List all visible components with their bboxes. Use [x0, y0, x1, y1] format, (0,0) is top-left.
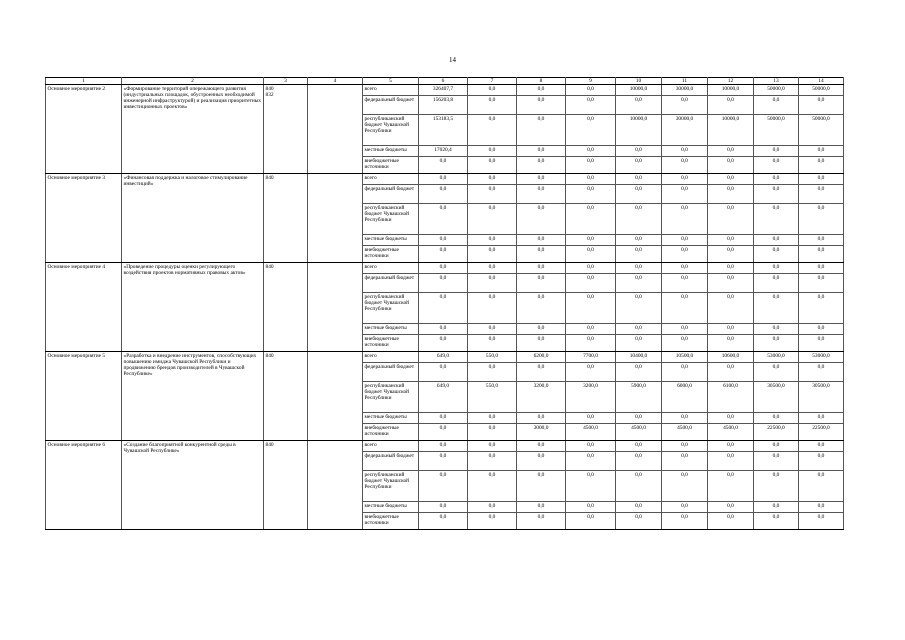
amount-cell: 0,0	[566, 263, 616, 274]
amount-cell: 0,0	[754, 157, 799, 174]
amount-cell: 0,0	[662, 441, 708, 452]
amount-cell: 0,0	[799, 324, 844, 335]
funding-source: федеральный бюджет	[363, 274, 419, 293]
amount-cell: 0,0	[662, 363, 708, 382]
amount-cell: 0,0	[517, 146, 566, 157]
amount-cell: 0,0	[799, 204, 844, 235]
amount-cell: 0,0	[616, 146, 662, 157]
empty-cell	[308, 174, 363, 263]
amount-cell: 0,0	[799, 263, 844, 274]
column-number: 4	[308, 78, 363, 85]
amount-cell: 0,0	[566, 115, 616, 146]
amount-cell: 0,0	[708, 263, 754, 274]
measure-title: Основное мероприятие 2	[46, 85, 122, 174]
amount-cell: 0,0	[419, 413, 468, 424]
amount-cell: 0,0	[419, 263, 468, 274]
amount-cell: 0,0	[662, 335, 708, 352]
amount-cell: 0,0	[419, 424, 468, 441]
amount-cell: 0,0	[468, 441, 517, 452]
amount-cell: 0,0	[799, 452, 844, 471]
funding-source: федеральный бюджет	[363, 452, 419, 471]
amount-cell: 4500,0	[566, 424, 616, 441]
amount-cell: 0,0	[799, 335, 844, 352]
amount-cell: 0,0	[517, 324, 566, 335]
amount-cell: 0,0	[419, 246, 468, 263]
amount-cell: 0,0	[799, 293, 844, 324]
amount-cell: 0,0	[708, 513, 754, 530]
amount-cell: 0,0	[517, 452, 566, 471]
amount-cell: 0,0	[468, 157, 517, 174]
amount-cell: 0,0	[708, 471, 754, 502]
amount-cell: 0,0	[799, 363, 844, 382]
amount-cell: 0,0	[616, 293, 662, 324]
amount-cell: 0,0	[616, 204, 662, 235]
amount-cell: 0,0	[662, 274, 708, 293]
amount-cell: 0,0	[517, 157, 566, 174]
amount-cell: 50000,0	[799, 85, 844, 96]
amount-cell: 0,0	[468, 263, 517, 274]
amount-cell: 0,0	[468, 174, 517, 185]
amount-cell: 0,0	[517, 363, 566, 382]
funding-source: внебюджетные источники	[363, 335, 419, 352]
amount-cell: 0,0	[708, 363, 754, 382]
empty-cell	[308, 441, 363, 530]
measure-description: «Проведение процедуры оценки регулирующего воздействия проектов нормативных правовых актов»	[122, 263, 264, 352]
amount-cell: 326407,7	[419, 85, 468, 96]
amount-cell: 0,0	[566, 146, 616, 157]
measure-description: «Разработка и внедрение инструментов, способствующих повышению имиджа Чувашской Республики и продвижению брендов производителей в Чувашской Республике»	[122, 352, 264, 441]
amount-cell: 53000,0	[799, 352, 844, 363]
amount-cell: 0,0	[708, 502, 754, 513]
amount-cell: 0,0	[754, 204, 799, 235]
amount-cell: 0,0	[754, 413, 799, 424]
amount-cell: 10500,0	[662, 352, 708, 363]
amount-cell: 0,0	[708, 235, 754, 246]
amount-cell: 0,0	[419, 185, 468, 204]
amount-cell: 0,0	[754, 263, 799, 274]
amount-cell: 53000,0	[754, 352, 799, 363]
amount-cell: 0,0	[468, 204, 517, 235]
column-number: 14	[799, 78, 844, 85]
amount-cell: 0,0	[662, 471, 708, 502]
amount-cell: 0,0	[799, 513, 844, 530]
amount-cell: 0,0	[468, 424, 517, 441]
column-number: 8	[517, 78, 566, 85]
amount-cell: 0,0	[616, 413, 662, 424]
amount-cell: 0,0	[517, 246, 566, 263]
amount-cell: 649,0	[419, 382, 468, 413]
amount-cell: 0,0	[468, 502, 517, 513]
measure-title: Основное мероприятие 5	[46, 352, 122, 441]
amount-cell: 10000,0	[708, 85, 754, 96]
amount-cell: 50000,0	[799, 115, 844, 146]
column-number: 3	[264, 78, 308, 85]
amount-cell: 0,0	[799, 96, 844, 115]
amount-cell: 0,0	[468, 235, 517, 246]
amount-cell: 0,0	[708, 274, 754, 293]
amount-cell: 0,0	[708, 204, 754, 235]
amount-cell: 0,0	[616, 274, 662, 293]
amount-cell: 10000,0	[616, 115, 662, 146]
amount-cell: 0,0	[754, 502, 799, 513]
amount-cell: 0,0	[419, 157, 468, 174]
funding-source: внебюджетные источники	[363, 513, 419, 530]
amount-cell: 0,0	[662, 204, 708, 235]
amount-cell: 0,0	[708, 324, 754, 335]
amount-cell: 0,0	[708, 174, 754, 185]
page-number: 14	[449, 56, 456, 64]
amount-cell: 550,0	[468, 352, 517, 363]
amount-cell: 0,0	[566, 85, 616, 96]
amount-cell: 0,0	[708, 246, 754, 263]
measure-title: Основное мероприятие 3	[46, 174, 122, 263]
column-number: 5	[363, 78, 419, 85]
measure-description: «Создание благоприятной конкурентной среды в Чувашской Республике»	[122, 441, 264, 530]
empty-cell	[308, 352, 363, 441]
column-number: 13	[754, 78, 799, 85]
amount-cell: 0,0	[616, 502, 662, 513]
amount-cell: 0,0	[708, 146, 754, 157]
amount-cell: 0,0	[799, 157, 844, 174]
amount-cell: 0,0	[799, 174, 844, 185]
amount-cell: 0,0	[419, 174, 468, 185]
amount-cell: 0,0	[468, 274, 517, 293]
amount-cell: 0,0	[468, 293, 517, 324]
amount-cell: 3200,0	[566, 382, 616, 413]
amount-cell: 0,0	[419, 471, 468, 502]
amount-cell: 0,0	[517, 293, 566, 324]
funding-source: федеральный бюджет	[363, 96, 419, 115]
amount-cell: 3000,0	[517, 424, 566, 441]
funding-source: всего	[363, 441, 419, 452]
amount-cell: 0,0	[468, 246, 517, 263]
amount-cell: 0,0	[566, 185, 616, 204]
funding-source: местные бюджеты	[363, 146, 419, 157]
amount-cell: 0,0	[566, 204, 616, 235]
amount-cell: 0,0	[799, 413, 844, 424]
amount-cell: 0,0	[566, 441, 616, 452]
measure-title: Основное мероприятие 4	[46, 263, 122, 352]
amount-cell: 0,0	[662, 174, 708, 185]
amount-cell: 0,0	[566, 274, 616, 293]
amount-cell: 0,0	[754, 174, 799, 185]
amount-cell: 0,0	[566, 157, 616, 174]
amount-cell: 0,0	[419, 441, 468, 452]
funding-source: всего	[363, 263, 419, 274]
column-number: 6	[419, 78, 468, 85]
amount-cell: 6000,0	[662, 382, 708, 413]
amount-cell: 0,0	[517, 263, 566, 274]
amount-cell: 0,0	[517, 174, 566, 185]
amount-cell: 0,0	[517, 335, 566, 352]
amount-cell: 0,0	[754, 96, 799, 115]
amount-cell: 0,0	[662, 235, 708, 246]
column-number: 1	[46, 78, 122, 85]
responsible-code: 840	[264, 174, 308, 263]
amount-cell: 0,0	[662, 157, 708, 174]
amount-cell: 30500,0	[754, 382, 799, 413]
amount-cell: 0,0	[566, 235, 616, 246]
amount-cell: 4500,0	[662, 424, 708, 441]
amount-cell: 0,0	[708, 441, 754, 452]
amount-cell: 0,0	[616, 174, 662, 185]
table-row	[46, 85, 844, 96]
amount-cell: 6100,0	[708, 382, 754, 413]
amount-cell: 649,0	[419, 352, 468, 363]
amount-cell: 0,0	[616, 263, 662, 274]
funding-source: федеральный бюджет	[363, 185, 419, 204]
amount-cell: 0,0	[662, 185, 708, 204]
amount-cell: 0,0	[566, 96, 616, 115]
amount-cell: 0,0	[799, 246, 844, 263]
amount-cell: 0,0	[616, 246, 662, 263]
amount-cell: 5900,0	[616, 382, 662, 413]
funding-source: внебюджетные источники	[363, 424, 419, 441]
amount-cell: 0,0	[754, 513, 799, 530]
amount-cell: 0,0	[517, 413, 566, 424]
amount-cell: 0,0	[708, 185, 754, 204]
amount-cell: 6200,0	[517, 352, 566, 363]
amount-cell: 0,0	[517, 502, 566, 513]
amount-cell: 0,0	[616, 185, 662, 204]
amount-cell: 0,0	[708, 413, 754, 424]
amount-cell: 0,0	[566, 471, 616, 502]
amount-cell: 0,0	[662, 293, 708, 324]
amount-cell: 0,0	[799, 146, 844, 157]
amount-cell: 30000,0	[662, 115, 708, 146]
column-number: 10	[616, 78, 662, 85]
amount-cell: 0,0	[468, 471, 517, 502]
amount-cell: 0,0	[566, 513, 616, 530]
amount-cell: 0,0	[799, 185, 844, 204]
funding-source: всего	[363, 352, 419, 363]
funding-source: республиканский бюджет Чувашской Республики	[363, 115, 419, 146]
funding-source: всего	[363, 85, 419, 96]
amount-cell: 50000,0	[754, 85, 799, 96]
empty-cell	[308, 85, 363, 174]
column-number: 11	[662, 78, 708, 85]
amount-cell: 0,0	[616, 471, 662, 502]
funding-source: внебюджетные источники	[363, 246, 419, 263]
funding-source: местные бюджеты	[363, 413, 419, 424]
amount-cell: 0,0	[419, 363, 468, 382]
funding-source: республиканский бюджет Чувашской Республики	[363, 293, 419, 324]
amount-cell: 0,0	[419, 204, 468, 235]
amount-cell: 0,0	[754, 185, 799, 204]
amount-cell: 0,0	[754, 274, 799, 293]
amount-cell: 0,0	[468, 413, 517, 424]
amount-cell: 156203,8	[419, 96, 468, 115]
amount-cell: 0,0	[468, 452, 517, 471]
amount-cell: 7700,0	[566, 352, 616, 363]
amount-cell: 0,0	[799, 471, 844, 502]
amount-cell: 4500,0	[616, 424, 662, 441]
amount-cell: 0,0	[754, 452, 799, 471]
amount-cell: 0,0	[616, 513, 662, 530]
amount-cell: 0,0	[419, 274, 468, 293]
amount-cell: 0,0	[754, 471, 799, 502]
amount-cell: 0,0	[708, 157, 754, 174]
amount-cell: 0,0	[419, 502, 468, 513]
amount-cell: 0,0	[662, 413, 708, 424]
amount-cell: 0,0	[517, 85, 566, 96]
amount-cell: 0,0	[754, 335, 799, 352]
amount-cell: 0,0	[799, 274, 844, 293]
funding-source: федеральный бюджет	[363, 363, 419, 382]
table-row	[46, 263, 844, 274]
amount-cell: 0,0	[708, 96, 754, 115]
amount-cell: 50000,0	[754, 115, 799, 146]
amount-cell: 0,0	[468, 363, 517, 382]
amount-cell: 0,0	[419, 335, 468, 352]
responsible-code: 840 832	[264, 85, 308, 174]
responsible-code: 840	[264, 441, 308, 530]
amount-cell: 0,0	[419, 235, 468, 246]
amount-cell: 0,0	[517, 441, 566, 452]
amount-cell: 30000,0	[662, 85, 708, 96]
amount-cell: 0,0	[419, 452, 468, 471]
amount-cell: 0,0	[517, 471, 566, 502]
funding-source: внебюджетные источники	[363, 157, 419, 174]
amount-cell: 0,0	[662, 452, 708, 471]
funding-source: республиканский бюджет Чувашской Республики	[363, 471, 419, 502]
amount-cell: 0,0	[616, 324, 662, 335]
amount-cell: 0,0	[517, 235, 566, 246]
amount-cell: 153183,5	[419, 115, 468, 146]
amount-cell: 0,0	[799, 502, 844, 513]
amount-cell: 17020,4	[419, 146, 468, 157]
amount-cell: 0,0	[566, 324, 616, 335]
amount-cell: 0,0	[566, 413, 616, 424]
measure-description: «Финансовая поддержка и налоговое стимулирование инвестиций»	[122, 174, 264, 263]
measure-description: «Формирование территорий опережающего развития (индустриальных площадок, обустроенных необходимой инженерной инфраструктурой) и реализация приоритетных инвестиционных проектов»	[122, 85, 264, 174]
amount-cell: 0,0	[754, 441, 799, 452]
amount-cell: 0,0	[662, 263, 708, 274]
table-row	[46, 174, 844, 185]
amount-cell: 0,0	[616, 157, 662, 174]
amount-cell: 30500,0	[799, 382, 844, 413]
amount-cell: 0,0	[662, 513, 708, 530]
empty-cell	[308, 263, 363, 352]
funding-source: местные бюджеты	[363, 502, 419, 513]
amount-cell: 10000,0	[616, 85, 662, 96]
funding-source: республиканский бюджет Чувашской Республики	[363, 204, 419, 235]
amount-cell: 0,0	[468, 85, 517, 96]
amount-cell: 0,0	[566, 363, 616, 382]
amount-cell: 0,0	[662, 502, 708, 513]
amount-cell: 0,0	[566, 174, 616, 185]
amount-cell: 0,0	[468, 513, 517, 530]
amount-cell: 0,0	[754, 246, 799, 263]
amount-cell: 0,0	[616, 363, 662, 382]
column-number: 2	[122, 78, 264, 85]
amount-cell: 0,0	[566, 246, 616, 263]
amount-cell: 0,0	[468, 115, 517, 146]
amount-cell: 0,0	[566, 293, 616, 324]
amount-cell: 550,0	[468, 382, 517, 413]
table-row	[46, 441, 844, 452]
amount-cell: 0,0	[566, 452, 616, 471]
amount-cell: 0,0	[616, 452, 662, 471]
amount-cell: 0,0	[754, 363, 799, 382]
column-number: 7	[468, 78, 517, 85]
measure-title: Основное мероприятие 6	[46, 441, 122, 530]
table-body	[46, 78, 844, 530]
amount-cell: 0,0	[662, 246, 708, 263]
column-number: 9	[566, 78, 616, 85]
amount-cell: 0,0	[616, 96, 662, 115]
column-number: 12	[708, 78, 754, 85]
amount-cell: 0,0	[616, 335, 662, 352]
funding-source: республиканский бюджет Чувашской Республики	[363, 382, 419, 413]
amount-cell: 0,0	[754, 324, 799, 335]
amount-cell: 0,0	[616, 441, 662, 452]
amount-cell: 0,0	[419, 324, 468, 335]
amount-cell: 0,0	[799, 235, 844, 246]
table-row	[46, 352, 844, 363]
responsible-code: 840	[264, 263, 308, 352]
amount-cell: 0,0	[468, 146, 517, 157]
amount-cell: 0,0	[616, 235, 662, 246]
amount-cell: 0,0	[799, 441, 844, 452]
amount-cell: 0,0	[708, 335, 754, 352]
amount-cell: 0,0	[566, 502, 616, 513]
amount-cell: 0,0	[517, 96, 566, 115]
amount-cell: 10400,0	[616, 352, 662, 363]
amount-cell: 0,0	[708, 452, 754, 471]
column-number-row	[46, 78, 844, 85]
amount-cell: 0,0	[517, 115, 566, 146]
amount-cell: 0,0	[517, 513, 566, 530]
amount-cell: 0,0	[468, 324, 517, 335]
amount-cell: 0,0	[754, 146, 799, 157]
amount-cell: 0,0	[662, 96, 708, 115]
amount-cell: 0,0	[419, 513, 468, 530]
amount-cell: 0,0	[468, 185, 517, 204]
amount-cell: 0,0	[662, 146, 708, 157]
amount-cell: 0,0	[468, 335, 517, 352]
funding-source: местные бюджеты	[363, 235, 419, 246]
amount-cell: 10600,0	[708, 352, 754, 363]
amount-cell: 4500,0	[708, 424, 754, 441]
amount-cell: 0,0	[662, 324, 708, 335]
amount-cell: 0,0	[517, 185, 566, 204]
amount-cell: 0,0	[468, 96, 517, 115]
funding-source: всего	[363, 174, 419, 185]
amount-cell: 0,0	[754, 293, 799, 324]
amount-cell: 10000,0	[708, 115, 754, 146]
amount-cell: 3200,0	[517, 382, 566, 413]
amount-cell: 0,0	[566, 335, 616, 352]
amount-cell: 0,0	[754, 235, 799, 246]
amount-cell: 0,0	[419, 293, 468, 324]
budget-table	[45, 77, 844, 530]
amount-cell: 22500,0	[799, 424, 844, 441]
amount-cell: 0,0	[517, 204, 566, 235]
amount-cell: 0,0	[708, 293, 754, 324]
responsible-code: 840	[264, 352, 308, 441]
amount-cell: 22500,0	[754, 424, 799, 441]
funding-source: местные бюджеты	[363, 324, 419, 335]
amount-cell: 0,0	[517, 274, 566, 293]
